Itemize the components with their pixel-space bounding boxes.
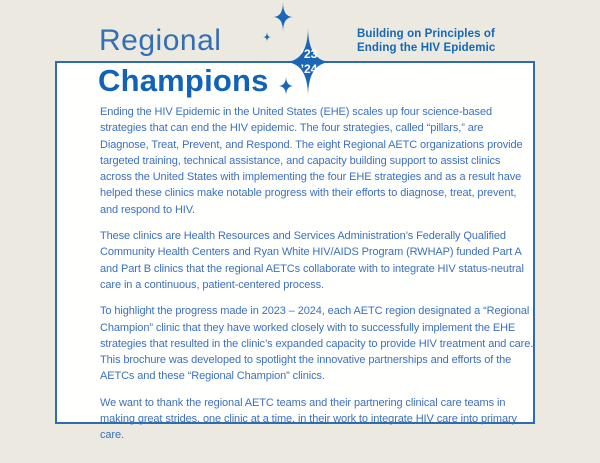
tagline-line2: Ending the HIV Epidemic — [357, 42, 496, 54]
badge-year-top: ’23 — [300, 47, 318, 61]
sparkle-medium-icon — [273, 2, 293, 32]
sparkle-small-icon — [278, 76, 294, 96]
page-title-champions: Champions — [98, 63, 269, 98]
paragraph-regional-champion: To highlight the progress made in 2023 – 2024, each AETC region designated a “Regional Champion” clinic that they have worked closely with to successfully implement the EHE strategies that resulted in the clinic’s expanded capacity to provide HIV treatment and care. This brochure was developed to spotlight the innovative partnerships and efforts of the AETCs and these “Regional Champion” clinics. — [100, 305, 534, 383]
sparkle-tiny-icon — [263, 32, 271, 42]
badge-year-bottom: ’24 — [300, 62, 318, 76]
body-text — [100, 104, 534, 454]
page-title-regional: Regional — [99, 24, 222, 57]
tagline-line1: Building on Principles of — [357, 28, 495, 40]
paragraph-ehe-strategies: Ending the HIV Epidemic in the United States (EHE) scales up four science-based strategies that can end the HIV epidemic. The four strategies, called “pillars,” are Diagnose, Treat, Prevent, and Respond. The eight Regional AETC organizations provide targeted training, technical assistance, and capacity building support to assist clinics across the United States with implementing the four EHE strategies and as a result have helped these clinics make notable progress with their efforts to diagnose, treat, prevent, and respond to HIV. — [100, 106, 523, 216]
header-tagline — [357, 27, 495, 55]
paragraph-clinics: These clinics are Health Resources and Services Administration’s Federally Qualified Community Health Centers and Ryan White HIV/AIDS Program (RWHAP) funded Part A and Part B clinics that the regional AETCs collaborate with to integrate HIV status-neutral care in a continuous, patient-centered process. — [100, 230, 524, 291]
paragraph-thanks: We want to thank the regional AETC teams and their partnering clinical care teams in making great strides, one clinic at a time, in their work to integrate HIV care into primary care. — [100, 396, 517, 442]
sparkle-cluster-icon — [255, 0, 345, 105]
